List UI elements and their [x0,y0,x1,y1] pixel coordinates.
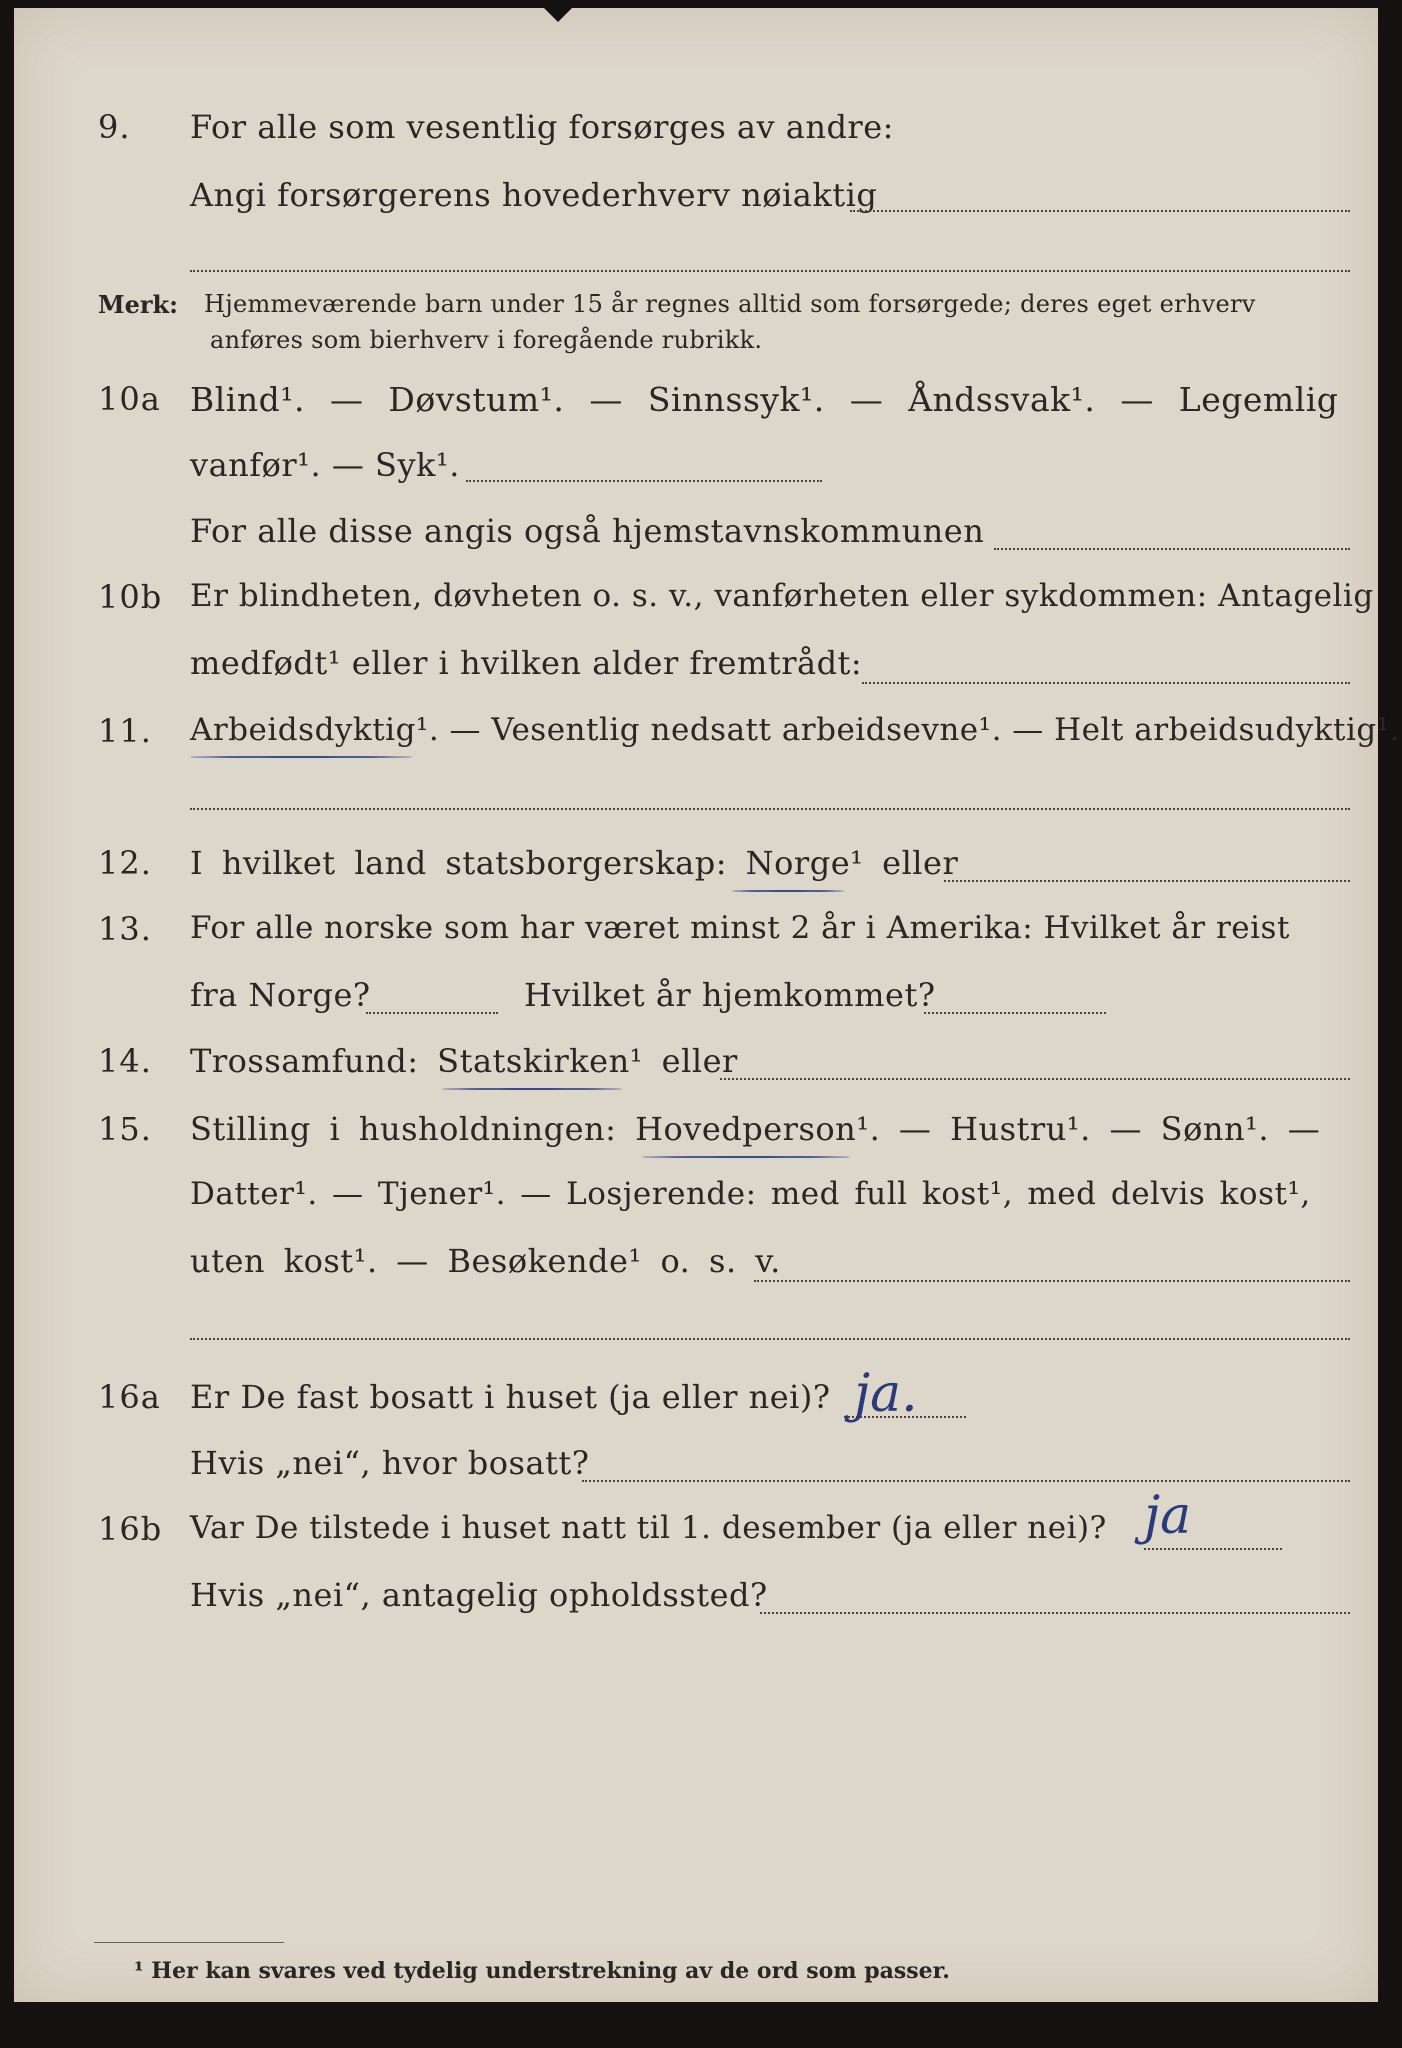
answer-line[interactable] [190,1338,1350,1340]
question-text: Er De fast bosatt i huset (ja eller nei)? [190,1378,831,1416]
question-text: Angi forsørgerens hovederhverv nøiaktig [190,176,878,214]
question-number: 16b [98,1510,163,1548]
question-text: Hvis „nei“, antagelig opholdssted? [190,1576,768,1614]
question-number: 15. [98,1110,152,1148]
question-text: Er blindheten, døvheten o. s. v., vanførheten eller sykdommen: Antagelig [190,578,1374,614]
question-11 [14,712,1401,762]
question-9 [14,108,1378,158]
question-number: 10a [98,380,161,418]
question-text: Stilling i husholdningen: Hovedperson¹. — Hustru¹. — Sønn¹. — [190,1110,1321,1148]
answer-line[interactable] [1144,1548,1282,1550]
answer-line[interactable] [720,1078,1350,1080]
answer-line[interactable] [190,808,1350,810]
answer-line[interactable] [760,1612,1350,1614]
question-number: 10b [98,578,163,616]
question-text: Hvilket år hjemkommet? [524,976,936,1014]
question-number: 11. [98,712,152,750]
question-text: I hvilket land statsborgerskap: Norge¹ eller [190,844,959,882]
question-text: medfødt¹ eller i hvilken alder fremtrådt: [190,644,863,682]
question-text: Arbeidsdyktig¹. — Vesentlig nedsatt arbeidsevne¹. — Helt arbeidsudyktig¹. [190,712,1401,748]
question-10b-line-2 [14,644,1378,694]
footnote-rule [94,1942,284,1943]
question-text: uten kost¹. — Besøkende¹ o. s. v. [190,1242,781,1280]
answer-line[interactable] [754,1280,1350,1282]
answer-line[interactable] [850,210,1350,212]
handwritten-answer: ja. [854,1364,918,1424]
answer-line[interactable] [862,682,1350,684]
question-10a-line-3 [14,512,1378,562]
question-9-line-2 [14,176,1378,226]
question-text: For alle disse angis også hjemstavnskommunen [190,512,985,550]
answer-underline [190,756,412,758]
note-text: Hjemmeværende barn under 15 år regnes alltid som forsørgede; deres eget erhverv [204,290,1256,318]
question-10a-line-2 [14,446,1378,496]
question-text: Var De tilstede i huset natt til 1. desember (ja eller nei)? [190,1510,1107,1546]
question-text: vanfør¹. — Syk¹. [190,446,460,484]
question-number: 9. [98,108,131,146]
question-text: For alle norske som har været minst 2 år i Amerika: Hvilket år reist [190,910,1290,946]
question-number: 13. [98,910,152,948]
question-number: 16a [98,1378,161,1416]
question-16b-line-2 [14,1576,1378,1626]
question-10a [14,380,1378,430]
question-15 [14,1110,1378,1160]
answer-line[interactable] [366,1012,498,1014]
question-12 [14,844,1378,894]
question-16b [14,1486,1378,1560]
answer-underline [732,890,844,892]
answer-line[interactable] [190,270,1350,272]
question-number: 12. [98,844,152,882]
question-13-line-2 [14,976,1378,1026]
question-text: Hvis „nei“, hvor bosatt? [190,1444,590,1482]
answer-line[interactable] [466,480,822,482]
question-text: Datter¹. — Tjener¹. — Losjerende: med full kost¹, med delvis kost¹, [190,1176,1311,1212]
answer-line[interactable] [924,1012,1106,1014]
answer-line[interactable] [582,1480,1350,1482]
footnote: ¹ Her kan svares ved tydelig understrekning av de ord som passer. [134,1958,950,1984]
answer-line[interactable] [994,548,1350,550]
question-10b [14,578,1378,628]
handwritten-answer: ja [1144,1486,1192,1546]
question-13 [14,910,1378,960]
question-16a [14,1364,1378,1428]
answer-underline [642,1156,850,1158]
question-text: Blind¹. — Døvstum¹. — Sinnssyk¹. — Åndssvak¹. — Legemlig [190,380,1339,419]
question-number: 14. [98,1042,152,1080]
answer-line[interactable] [944,880,1350,882]
question-15-line-3 [14,1242,1378,1292]
question-15-line-2 [14,1176,1378,1226]
question-text: For alle som vesentlig forsørges av andre: [190,108,894,146]
note-text: anføres som bierhverv i foregående rubrikk. [210,326,763,354]
question-14 [14,1042,1378,1092]
question-text: fra Norge? [190,976,371,1014]
page-notch [544,8,572,22]
answer-underline [442,1088,622,1090]
question-text: Trossamfund: Statskirken¹ eller [190,1042,738,1080]
note-label: Merk: [98,290,178,319]
census-form-page [14,8,1401,2002]
